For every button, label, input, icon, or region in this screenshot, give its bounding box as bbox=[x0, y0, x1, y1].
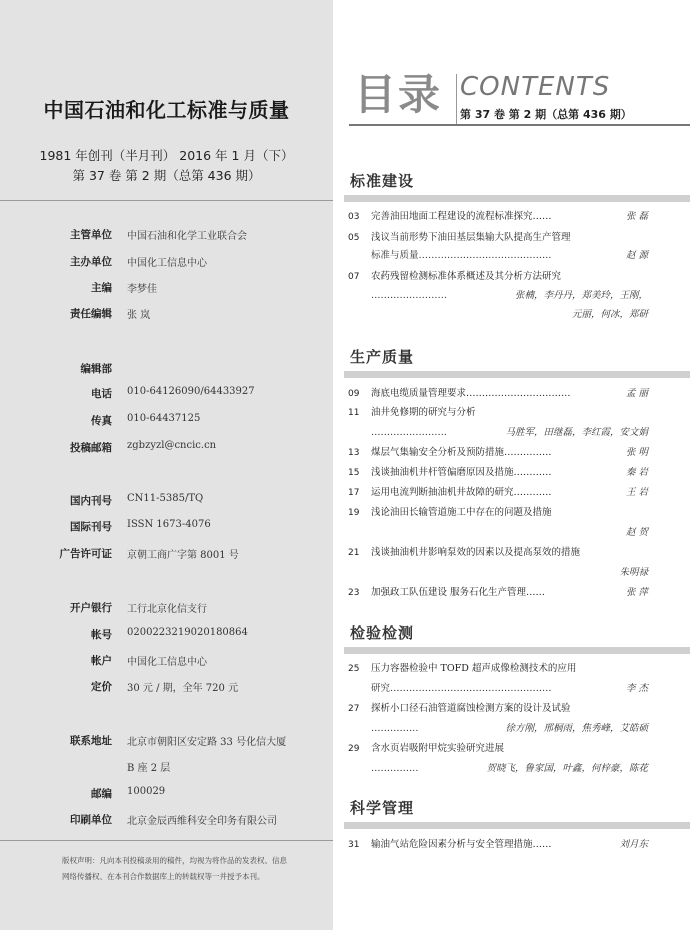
issue-info: 第 37 卷 第 2 期（总第 436 期） bbox=[72, 168, 261, 183]
info-row bbox=[0, 546, 333, 564]
info-row bbox=[0, 786, 333, 804]
info-label: 开户银行 bbox=[70, 602, 112, 614]
toc-item[interactable] bbox=[348, 660, 648, 678]
info-value: 张 岚 bbox=[127, 310, 151, 321]
editorial-heading bbox=[0, 361, 333, 379]
toc-item[interactable] bbox=[348, 229, 648, 247]
article-author: 赵 贺 bbox=[625, 527, 648, 538]
info-row bbox=[0, 440, 333, 458]
article-title: 浅谈抽油机井杆管偏磨原因及措施………… bbox=[371, 467, 552, 478]
toc-heading: 目录 bbox=[354, 70, 443, 119]
article-title: 探析小口径石油管道腐蚀检测方案的设计及试验 bbox=[371, 703, 571, 714]
section-title: 检验检测 bbox=[350, 624, 415, 642]
section-title: 标准建设 bbox=[350, 172, 415, 190]
copyright-notice bbox=[62, 853, 312, 885]
info-label: 国际刊号 bbox=[70, 521, 112, 533]
article-author: 张楠，李丹丹，郑美玲，王刚， bbox=[514, 290, 648, 301]
page-number: 23 bbox=[348, 588, 360, 598]
info-row bbox=[0, 493, 333, 511]
article-author: 徐方刚，邢桐雨，焦秀峰，艾皓硕 bbox=[505, 723, 648, 734]
article-title: 运用电流判断抽油机井故障的研究………… bbox=[371, 487, 552, 498]
article-title: 油井免修期的研究与分析 bbox=[371, 407, 476, 418]
info-row bbox=[0, 386, 333, 404]
info-value: 30 元 / 期，全年 720 元 bbox=[127, 683, 239, 694]
founding-info: 1981 年创刊（半月刊） 2016 年 1 月（下） bbox=[39, 148, 294, 163]
article-author: 马胜军，田继磊，李红霞，安文娟 bbox=[505, 427, 648, 438]
article-title: 输油气站危险因素分析与安全管理措施…… bbox=[371, 839, 552, 850]
article-title: 浅议当前形势下油田基层集输大队提高生产管理 bbox=[371, 232, 571, 243]
info-row bbox=[0, 306, 333, 324]
article-author: 张 磊 bbox=[625, 211, 648, 222]
info-row bbox=[0, 679, 333, 697]
info-row bbox=[0, 413, 333, 431]
info-value: 工行北京化信支行 bbox=[127, 604, 207, 615]
page-number: 27 bbox=[348, 704, 360, 714]
article-title: 浅谈抽油机井影响泵效的因素以及提高泵效的措施 bbox=[371, 547, 581, 558]
info-label: 帐户 bbox=[91, 655, 112, 667]
info-row bbox=[0, 733, 333, 751]
info-value: 京朝工商广字第 8001 号 bbox=[127, 550, 239, 561]
info-row bbox=[0, 600, 333, 618]
header-rule bbox=[349, 124, 690, 126]
info-row bbox=[0, 227, 333, 245]
page-number: 21 bbox=[348, 548, 360, 558]
info-label: 定价 bbox=[91, 681, 112, 693]
info-value: 北京金辰西维科安全印务有限公司 bbox=[127, 816, 277, 827]
editorial-label: 编辑部 bbox=[80, 363, 112, 375]
toc-issue-info: 第 37 卷 第 2 期（总第 436 期） bbox=[460, 108, 632, 121]
info-row bbox=[0, 280, 333, 298]
article-author: 张 明 bbox=[625, 447, 648, 458]
page-number: 19 bbox=[348, 508, 360, 518]
heading-divider bbox=[456, 74, 457, 124]
article-author: 朱明禄 bbox=[619, 567, 648, 578]
article-author: 元丽，何冰，郑研 bbox=[571, 309, 648, 320]
page-number: 03 bbox=[348, 212, 360, 222]
info-row bbox=[0, 759, 333, 777]
info-value: B 座 2 层 bbox=[127, 763, 171, 774]
divider bbox=[0, 840, 333, 841]
article-title: 压力容器检验中 TOFD 超声成像检测技术的应用 bbox=[371, 663, 577, 674]
article-title: 浅论油田长输管道施工中存在的问题及措施 bbox=[371, 507, 552, 518]
page-number: 29 bbox=[348, 744, 360, 754]
article-title: 煤层气集输安全分析及预防措施…………… bbox=[371, 447, 552, 458]
toc-heading-en: CONTENTS bbox=[460, 72, 611, 102]
info-label: 国内刊号 bbox=[70, 495, 112, 507]
info-value: 中国化工信息中心 bbox=[127, 258, 207, 269]
info-label: 传真 bbox=[91, 415, 112, 427]
page-number: 07 bbox=[348, 272, 360, 282]
info-row bbox=[0, 254, 333, 272]
info-label: 广告许可证 bbox=[59, 548, 112, 560]
copyright-line: 版权声明：凡向本刊投稿录用的稿件，均视为将作品的发表权、信息 bbox=[62, 856, 287, 865]
toc-item[interactable] bbox=[348, 504, 648, 522]
info-label: 帐号 bbox=[91, 629, 112, 641]
page-number: 17 bbox=[348, 488, 360, 498]
article-title-cont: …………………… bbox=[371, 290, 447, 301]
info-label: 印刷单位 bbox=[70, 814, 112, 826]
info-value: 010-64437125 bbox=[127, 413, 201, 424]
section-rule bbox=[344, 822, 690, 829]
article-title-cont: 研究…………………………………………… bbox=[371, 683, 552, 694]
article-author: 刘月东 bbox=[619, 839, 648, 850]
article-author: 秦 岩 bbox=[625, 467, 648, 478]
article-title: 加强政工队伍建设 服务石化生产管理…… bbox=[371, 587, 546, 598]
article-title: 海底电缆质量管理要求…………………………… bbox=[371, 388, 571, 399]
article-title-cont: 标准与质量…………………………………… bbox=[371, 250, 552, 261]
info-label: 主办单位 bbox=[70, 256, 112, 268]
page-number: 25 bbox=[348, 664, 360, 674]
info-label: 责任编辑 bbox=[70, 308, 112, 320]
article-author: 孟 丽 bbox=[625, 388, 648, 399]
page-number: 11 bbox=[348, 408, 360, 418]
info-row bbox=[0, 519, 333, 537]
article-title: 完善油田地面工程建设的流程标准探究…… bbox=[371, 211, 552, 222]
info-value: ISSN 1673-4076 bbox=[127, 519, 211, 530]
info-row bbox=[0, 812, 333, 830]
article-title-cont: …………… bbox=[371, 763, 419, 774]
page-number: 05 bbox=[348, 233, 360, 243]
info-value: 中国化工信息中心 bbox=[127, 657, 207, 668]
info-value: 北京市朝阳区安定路 33 号化信大厦 bbox=[127, 737, 287, 748]
divider bbox=[0, 200, 333, 201]
article-author: 李 杰 bbox=[625, 683, 648, 694]
info-label: 邮编 bbox=[91, 788, 112, 800]
page-number: 15 bbox=[348, 468, 360, 478]
article-title-cont: …………… bbox=[371, 723, 419, 734]
toc-item[interactable] bbox=[348, 404, 648, 422]
article-title-cont: …………………… bbox=[371, 427, 447, 438]
article-title: 含水页岩吸附甲烷实验研究进展 bbox=[371, 743, 505, 754]
toc-item[interactable] bbox=[348, 268, 648, 286]
toc-item[interactable] bbox=[348, 700, 648, 718]
page-number: 31 bbox=[348, 840, 360, 850]
info-value: 010-64126090/64433927 bbox=[127, 386, 255, 397]
info-value: CN11-5385/TQ bbox=[127, 493, 204, 504]
section-rule bbox=[344, 195, 690, 202]
section-rule bbox=[344, 371, 690, 378]
info-value: 100029 bbox=[127, 786, 166, 797]
info-value: 0200223219020180864 bbox=[127, 627, 248, 638]
article-author: 张 萍 bbox=[625, 587, 648, 598]
article-author: 贺晓飞，鲁家国，叶鑫，何梓豪，陈花 bbox=[486, 763, 648, 774]
section-rule bbox=[344, 647, 690, 654]
toc-item[interactable] bbox=[348, 740, 648, 758]
info-label: 主管单位 bbox=[70, 229, 112, 241]
info-label: 主编 bbox=[91, 282, 112, 294]
journal-title: 中国石油和化工标准与质量 bbox=[43, 98, 290, 122]
info-row bbox=[0, 653, 333, 671]
info-label: 投稿邮箱 bbox=[70, 442, 112, 454]
article-title: 农药残留检测标准体系概述及其分析方法研究 bbox=[371, 271, 562, 282]
info-value: 李梦佳 bbox=[127, 284, 157, 295]
page-number: 09 bbox=[348, 389, 360, 399]
section-title: 生产质量 bbox=[350, 348, 415, 366]
info-row bbox=[0, 627, 333, 645]
info-label: 联系地址 bbox=[70, 735, 112, 747]
copyright-line: 网络传播权、在本刊合作数据库上的转载权等一并授予本刊。 bbox=[62, 872, 265, 881]
info-value: zgbzyzl@cncic.cn bbox=[127, 440, 217, 451]
section-title: 科学管理 bbox=[350, 799, 415, 817]
info-label: 电话 bbox=[91, 388, 112, 400]
article-author: 赵 源 bbox=[625, 250, 648, 261]
toc-item[interactable] bbox=[348, 544, 648, 562]
article-author: 王 岩 bbox=[625, 487, 648, 498]
info-value: 中国石油和化学工业联合会 bbox=[127, 231, 247, 242]
page-number: 13 bbox=[348, 448, 360, 458]
